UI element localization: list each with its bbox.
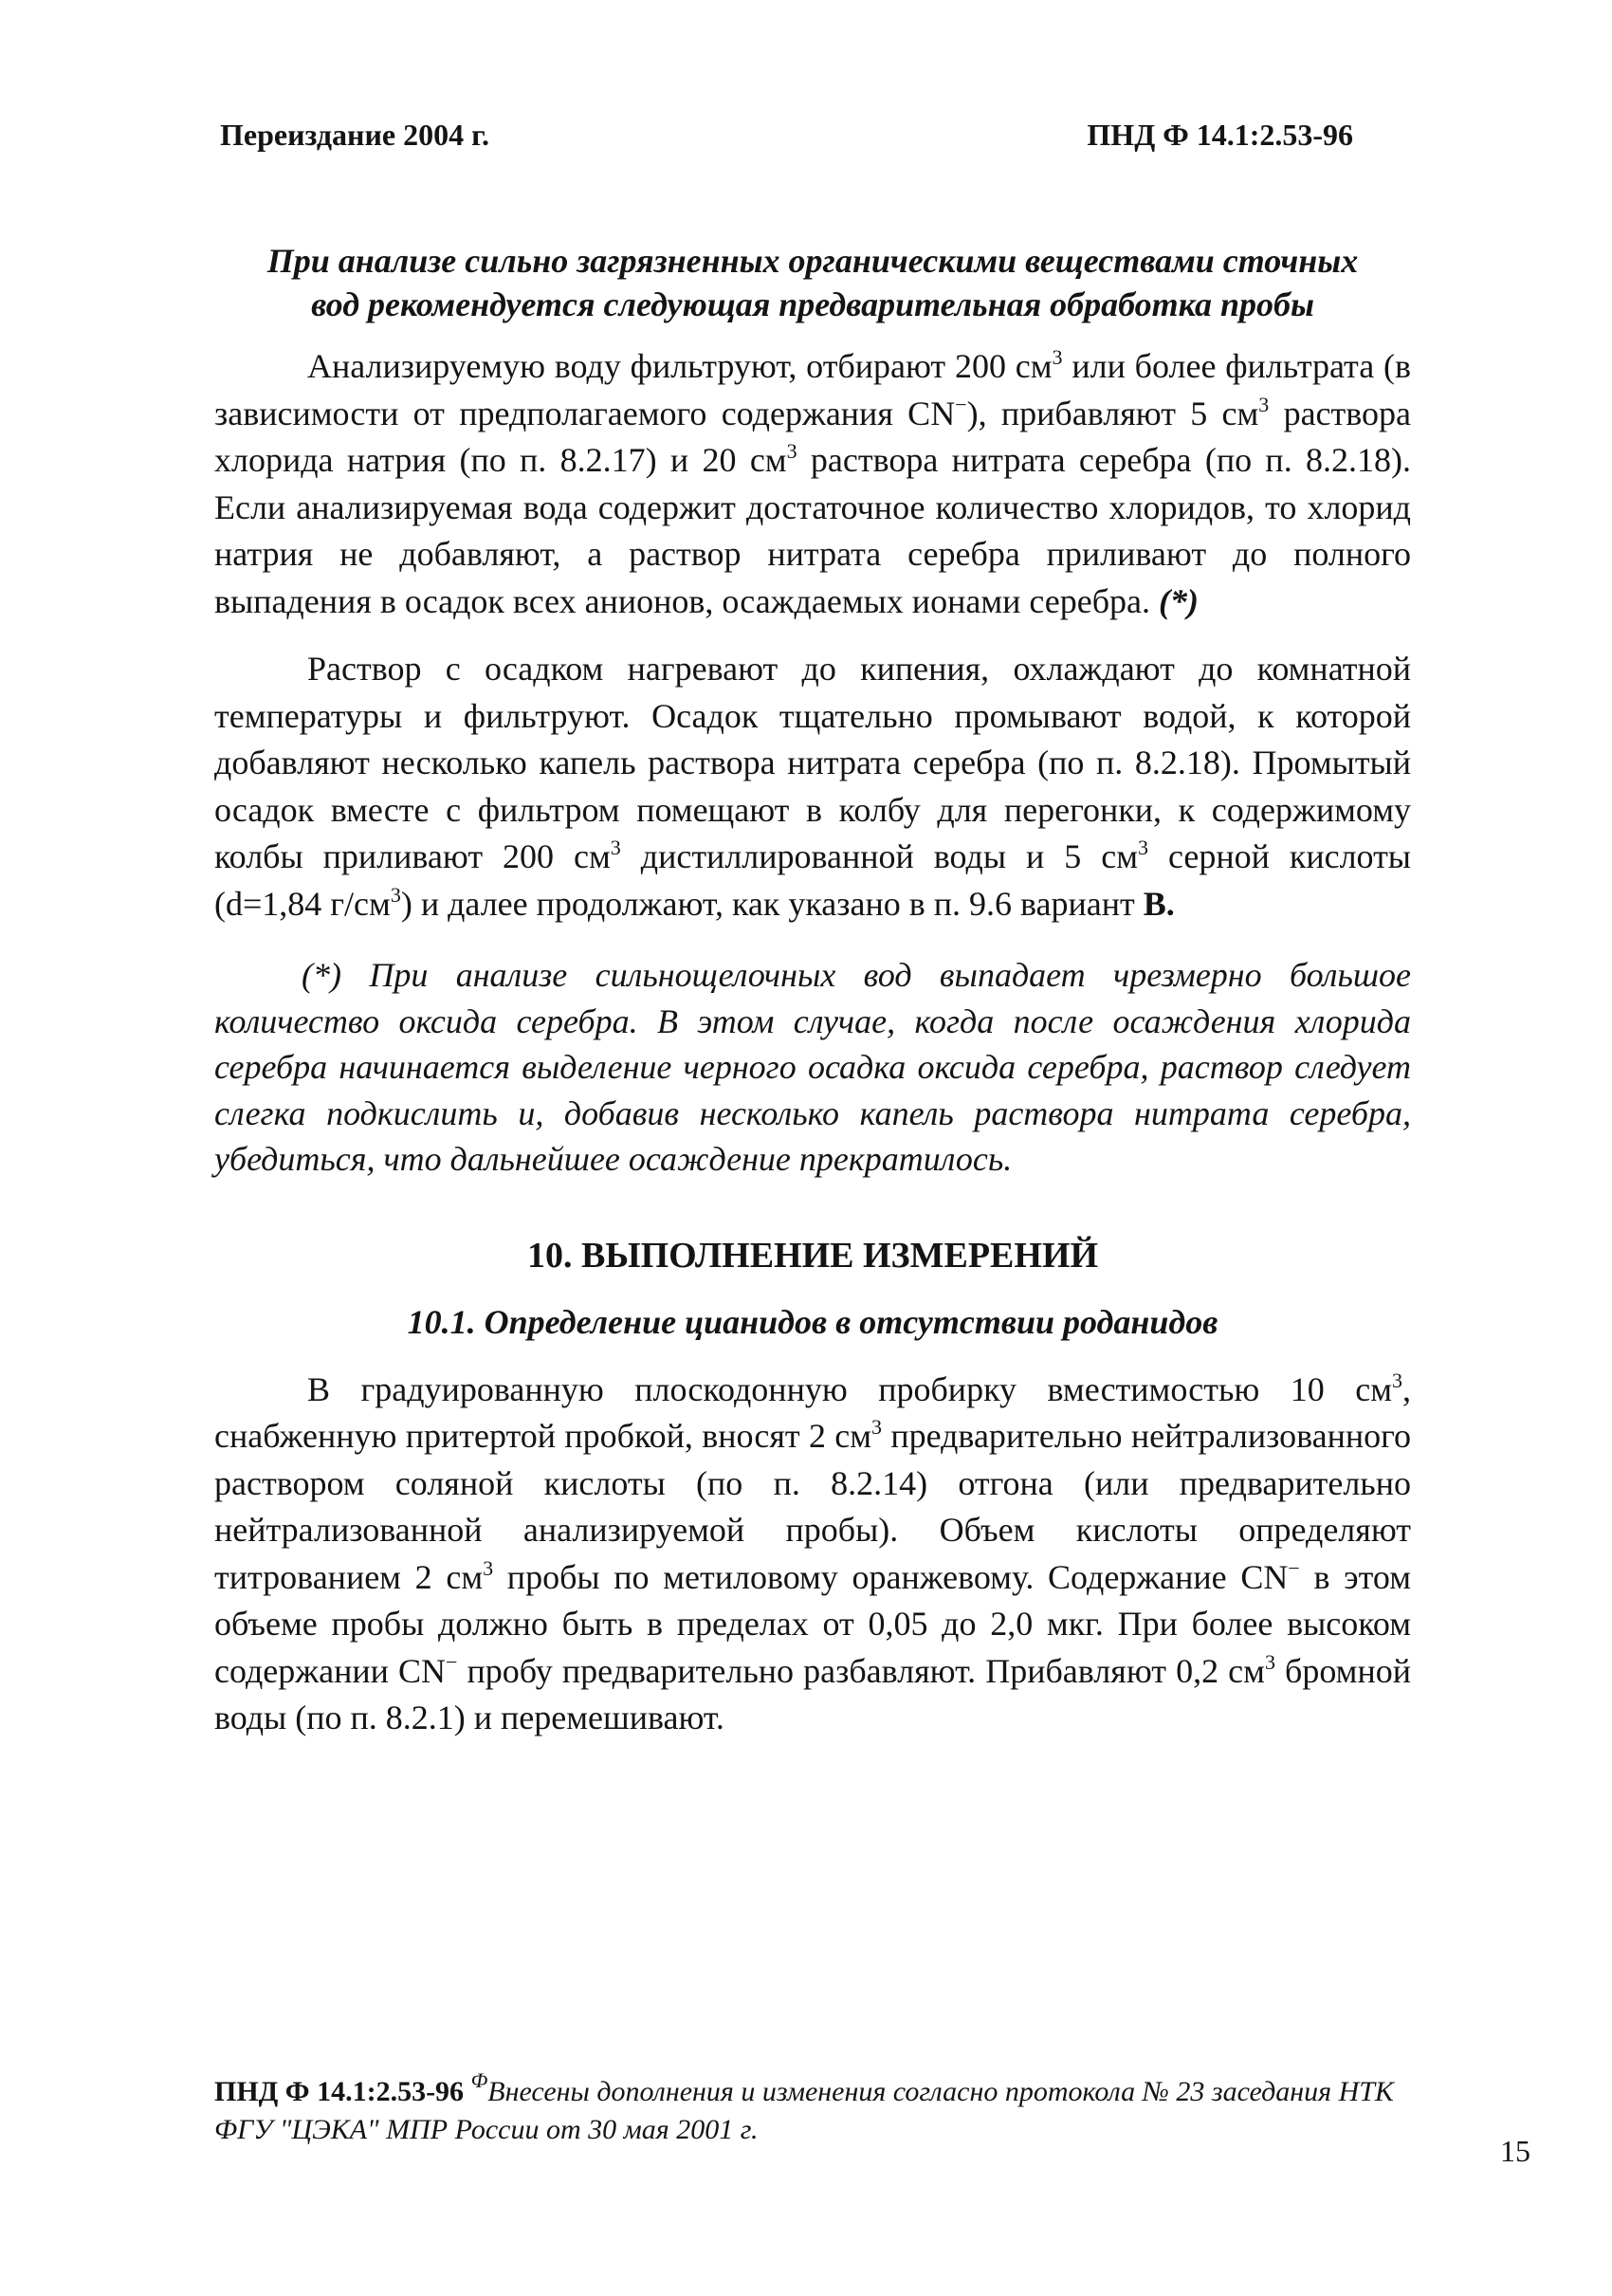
text-span: предварительно нейтрализованного раствором соляной кислоты (по п. 8.2.14) отгона (или предварительно нейтрализованной анализируемой пробы). Объем кислоты определяют титрованием 2 см (214, 1417, 1411, 1596)
footnote-document-code: ПНД Ф 14.1:2.53-96 (214, 2076, 465, 2107)
text-span: ), прибавляют 5 см (966, 394, 1259, 432)
paragraph-cyanide-determination (214, 1367, 1411, 1742)
text-span: пробу предварительно разбавляют. Прибавляют 0,2 см (457, 1651, 1265, 1690)
reissue-label: Переиздание 2004 г. (220, 118, 489, 152)
footnote-marker: (*) (1159, 581, 1200, 620)
text-span: Раствор с осадком нагревают до кипения, охлаждают до комнатной температуры и фильтруют. Осадок тщательно промывают водой, к которой добавляют несколько капель раствора нитрата серебра (по п. 8.2.18). Промытый осадок вместе с фильтром помещают в колбу для перегонки, к содержимому колбы приливают 200 см (214, 650, 1411, 875)
text-span: бромной воды (по п. 8.2.1) и перемешивают. (214, 1651, 1411, 1736)
superscript: 3 (390, 882, 401, 907)
footnote-text: Внесены дополнения и изменения согласно протокола № 23 заседания НТК ФГУ "ЦЭКА" МПР России от 30 мая 2001 г. (214, 2076, 1394, 2145)
superscript: − (446, 1649, 458, 1674)
text-span: В градуированную плоскодонную пробирку вместимостью 10 см (307, 1369, 1392, 1408)
text-span: дистиллированной воды и 5 см (620, 837, 1138, 875)
page-number: 15 (1500, 2134, 1530, 2168)
superscript: − (955, 392, 967, 416)
superscript: 3 (1264, 1649, 1275, 1674)
superscript: 3 (1052, 345, 1063, 369)
main-content (214, 239, 1411, 1742)
text-span: серной кислоты (d=1,84 г/см (214, 837, 1411, 923)
paragraph-precipitate (214, 646, 1411, 928)
revision-footnote (214, 2068, 1411, 2149)
superscript: 3 (610, 836, 621, 859)
superscript: − (1288, 1555, 1300, 1580)
footnote-mark: Ф (470, 2068, 488, 2092)
text-span: или более фильтрата (в зависимости от предполагаемого содержания CN (214, 347, 1412, 432)
superscript: 3 (1392, 1368, 1402, 1392)
pretreatment-heading-line1: При анализе сильно загрязненных органическими веществами сточных (266, 242, 1359, 280)
text-span: пробы по метиловому оранжевому. Содержание CN (493, 1557, 1289, 1596)
superscript: 3 (1137, 836, 1148, 859)
section-heading: 10. ВЫПОЛНЕНИЕ ИЗМЕРЕНИЙ (526, 1235, 1099, 1276)
document-code: ПНД Ф 14.1:2.53-96 (1087, 118, 1353, 152)
text-span: , снабженную притертой пробкой, вносят 2 см (214, 1369, 1411, 1455)
superscript: 3 (786, 439, 797, 463)
text-span: раствора хлорида натрия (по п. 8.2.17) и 20 см (214, 394, 1411, 479)
subsection-heading: 10.1. Определение цианидов в отсутствии роданидов (407, 1302, 1218, 1341)
pretreatment-heading-line2: вод рекомендуется следующая предварительная обработка пробы (311, 285, 1314, 323)
superscript: 3 (483, 1555, 494, 1580)
superscript: 3 (1258, 392, 1270, 416)
superscript: 3 (871, 1415, 883, 1439)
note-alkaline-waters: (*) При анализе сильнощелочных вод выпадает чрезмерно большое количество оксида серебра. В этом случае, когда после осаждения хлорида серебра начинается выделение черного осадка оксида серебра, раствор следует слегка подкислить и, добавив несколько капель раствора нитрата серебра, убедиться, что дальнейшее осаждение прекратилось. (214, 956, 1411, 1178)
text-span: раствора нитрата серебра (по п. 8.2.18). Если анализируемая вода содержит достаточное количество хлоридов, то хлорид натрия не добавляют, а раствор нитрата серебра приливают до полного выпадения в осадок всех анионов, осаждаемых ионами серебра. (214, 441, 1411, 620)
text-span: Анализируемую воду фильтруют, отбирают 200 см (307, 347, 1053, 385)
paragraph-filtration (214, 343, 1411, 625)
text-span: в этом объеме пробы должно быть в пределах от 0,05 до 2,0 мкг. При более высоком содержании CN (214, 1557, 1411, 1690)
variant-label: В. (1143, 884, 1175, 923)
text-span: ) и далее продолжают, как указано в п. 9.6 вариант (400, 884, 1144, 923)
pretreatment-heading (214, 239, 1411, 326)
